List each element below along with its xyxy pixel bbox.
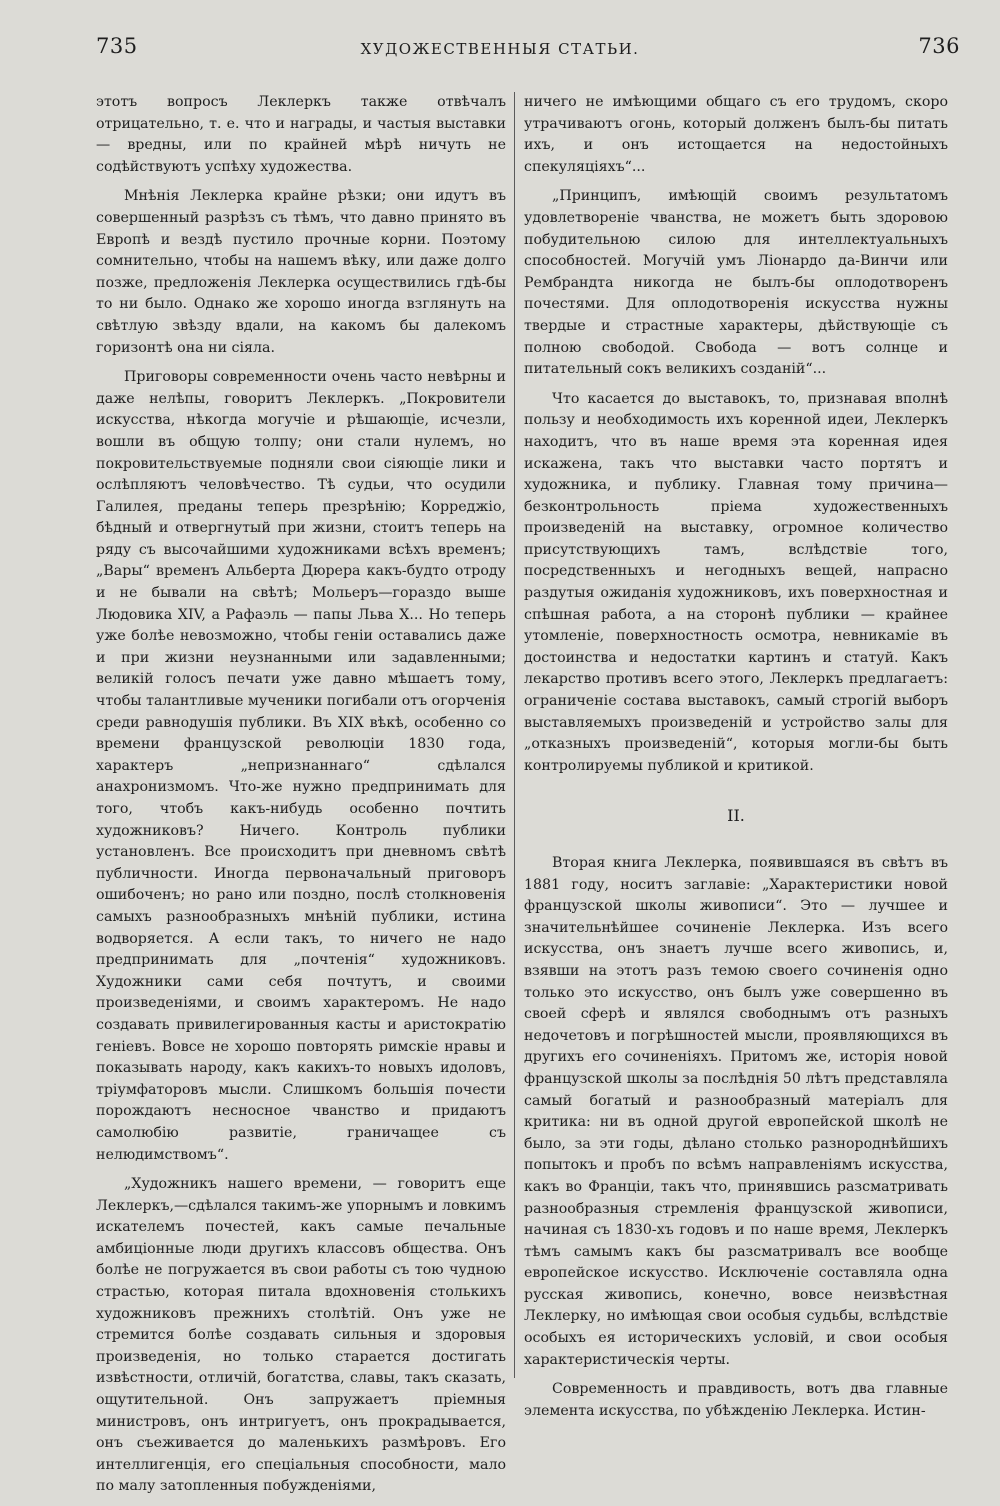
- paragraph: ничего не имѣющими общаго съ его трудомъ, скоро утрачиваютъ огонь, который долженъ былъ-бы питать ихъ, и онъ истощается на недостойныхъ спекуляціяхъ“...: [524, 94, 948, 175]
- column-divider: [514, 92, 515, 1378]
- paragraph: Приговоры современности очень часто невѣрны и даже нелѣпы, говоритъ Леклеркъ. „Покровители искусства, нѣкогда могучіе и рѣшающіе, исчезли, вошли въ общую толпу; они стали нулемъ, но покровительствуемые подняли свои сіяющіе лики и ослѣпляютъ человѣчество. Тѣ судьи, что осудили Галилея, преданы теперь презрѣнію; Корреджіо, бѣдный и отвергнутый при жизни, стоитъ теперь на ряду съ высочайшими художниками всѣхъ временъ; „Вары“ временъ Альберта Дюрера какъ-будто отроду и не бывали на свѣтѣ; Мольеръ—гораздо выше Людовика XIV, а Рафаэль — папы Льва X... Но теперь уже болѣе невозможно, чтобы геніи оставались даже и при жизни неузнанными или задавленными; великій голосъ печати уже давно мѣшаетъ тому, чтобы талантливые мученики погибали отъ огорченія среди равнодушія публики. Въ XIX вѣкѣ, особенно со времени французской революціи 1830 года, характеръ „непризнаннаго“ сдѣлался анахронизмомъ. Что-же нужно предпринимать для того, чтобъ какъ-нибудь особенно почтить художниковъ? Ничего. Контроль публики установленъ. Все происходитъ при дневномъ свѣтѣ публичности. Иногда первоначальный приговоръ ошибоченъ; но рано или поздно, послѣ столкновенія самыхъ разнообразныхъ мнѣній публики, истина водворяется. А если такъ, то ничего не надо предпринимать для „почтенія“ художниковъ. Художники сами себя почтутъ, и своими произведеніями, и своимъ характеромъ. Не надо создавать привилегированныя касты и аристократію геніевъ. Вовсе не хорошо повторять римскіе нравы и показывать народу, какъ какихъ-то новыхъ идоловъ, тріумфаторовъ мысли. Слишкомъ большія почести порождаютъ несносное чванство и придаютъ самолюбію развитіе, граничащее съ нелюдимствомъ“.: [96, 369, 506, 1163]
- paragraph: „Принципъ, имѣющій своимъ результатомъ удовлетвореніе чванства, не можетъ быть здоровою побудительною силою для интеллектуальныхъ способностей. Могучій умъ Ліонардо да-Винчи или Рембрандта никогда не былъ-бы оплодотворенъ почестями. Для оплодотворенія искусства нужны твердые и страстные характеры, дѣйствующіе съ полною свободой. Свобода — вотъ солнце и питательный сокъ великихъ созданій“...: [524, 188, 948, 378]
- page-number-right: 736: [918, 34, 960, 58]
- paragraph: Вторая книга Леклерка, появившаяся въ свѣтъ въ 1881 году, носитъ заглавіе: „Характеристики новой французской школы живописи“. Это — лучшее и значительнѣйшее сочиненіе Леклерка. Изъ всего искусства, онъ знаетъ лучше всего живопись, и, взявши на этотъ разъ темою своего сочиненія одно только это искусство, онъ былъ уже совершенно въ своей сферѣ и являлся свободнымъ отъ разныхъ недочетовъ и погрѣшностей мысли, проявляющихся въ другихъ его сочиненіяхъ. Притомъ же, исторія новой французской школы за послѣднія 50 лѣтъ представляла самый богатый и разнообразный матеріалъ для критика: ни въ одной другой европейской школѣ не было, за эти годы, дѣлано столько разнороднѣйшихъ попытокъ и пробъ по всѣмъ направленіямъ искусства, какъ во Франціи, такъ что, принявшись разсматривать разнообразныя стремленія французской живописи, начиная съ 1830-хъ годовъ и по наше время, Леклеркъ тѣмъ самымъ какъ бы разсматривалъ все вообще европейское искусство. Исключеніе составляла одна русская живопись, конечно, вовсе неизвѣстная Леклерку, но имѣющая свои особыя судьбы, вслѣдствіе особыхъ ея историческихъ условій, и свои особыя характеристическія черты.: [524, 855, 948, 1368]
- paragraph: Мнѣнія Леклерка крайне рѣзки; они идутъ въ совершенный разрѣзъ съ тѣмъ, что давно принято въ Европѣ и вездѣ пустило прочные корни. Поэтому сомнительно, чтобы на нашемъ вѣку, или даже долго позже, предложенія Леклерка осуществились гдѣ-бы то ни было. Однако же хорошо иногда взглянуть на свѣтлую звѣзду вдали, на какомъ бы далекомъ горизонтѣ она ни сіяла.: [96, 188, 506, 356]
- page-number-left: 735: [96, 34, 138, 58]
- paragraph: этотъ вопросъ Леклеркъ также отвѣчалъ отрицательно, т. е. что и награды, и частыя выставки — вредны, или по крайней мѣрѣ ничуть не содѣйствуютъ успѣху художества.: [96, 94, 506, 175]
- paragraph: Современность и правдивость, вотъ два главные элемента искусства, по убѣжденію Леклерка. Истин-: [524, 1381, 948, 1419]
- paragraph: „Художникъ нашего времени, — говоритъ еще Леклеркъ,—сдѣлался такимъ-же упорнымъ и ловкимъ искателемъ почестей, какъ самые печальные амбиціонные люди другихъ классовъ общества. Онъ болѣе не погружается въ свои работы съ тою чудною страстью, которая питала вдохновенія столькихъ художниковъ прежнихъ столѣтій. Онъ уже не стремится болѣе создавать сильныя и здоровыя произведенія, но только старается достигать извѣстности, отличій, богатства, славы, такъ сказать, ощутительной. Онъ запружаетъ пріемныя министровъ, онъ интригуетъ, онъ прокрадывается, онъ съеживается до маленькихъ размѣровъ. Его интеллигенція, его спеціальныя способности, мало по малу затопленныя побужденіями,: [96, 1176, 506, 1495]
- paragraph: Что касается до выставокъ, то, признавая вполнѣ пользу и необходимость ихъ коренной идеи, Леклеркъ находитъ, что въ наше время эта коренная идея искажена, такъ что выставки часто портятъ и художника, и публику. Главная тому причина—безконтрольность пріема художественныхъ произведеній на выставку, огромное количество присутствующихъ тамъ, вслѣдствіе того, посредственныхъ и негодныхъ вещей, напрасно раздутыя ожиданія художниковъ, ихъ поверхностная и спѣшная работа, а на сторонѣ публики — крайнее утомленіе, поверхностность осмотра, невникаміе въ достоинства и недостатки картинъ и статуй. Какъ лекарство противъ всего этого, Леклеркъ предлагаетъ: ограниченіе состава выставокъ, самый строгій выборъ выставляемыхъ произведеній и устройство залы для „отказныхъ произведеній“, которыя могли-бы быть контролируемы публикой и критикой.: [524, 390, 948, 774]
- left-column: [96, 92, 506, 1506]
- section-heading: II.: [727, 806, 745, 826]
- right-column: [524, 92, 948, 1430]
- running-title: ХУДОЖЕСТВЕННЫЯ СТАТЬИ.: [360, 40, 640, 58]
